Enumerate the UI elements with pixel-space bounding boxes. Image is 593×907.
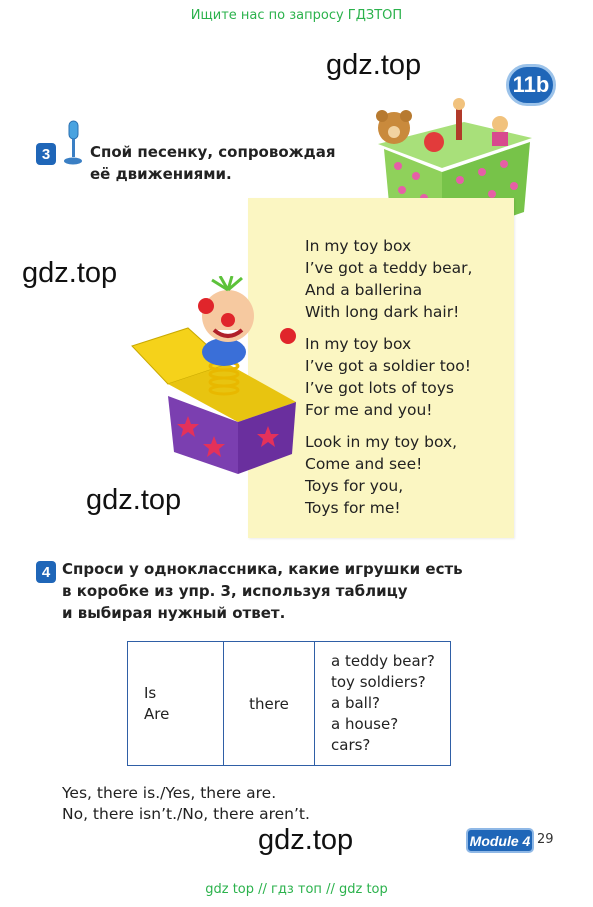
task-3-line: Спой песенку, сопровождая xyxy=(90,143,336,161)
bottom-link[interactable]: гдз топ xyxy=(271,882,322,897)
song-stanza-1 xyxy=(305,235,472,323)
watermark: gdz.top xyxy=(258,824,354,856)
answer-patterns xyxy=(62,783,310,825)
song-line: With long dark hair! xyxy=(305,303,460,321)
table-object: a ball? xyxy=(331,694,380,712)
bottom-links xyxy=(0,882,593,897)
watermark: gdz.top xyxy=(326,49,422,81)
task-4-line: и выбирая нужный ответ. xyxy=(62,604,286,622)
jack-in-the-box-illustration xyxy=(128,276,298,476)
bottom-separator: // xyxy=(326,882,335,897)
module-label: Module 4 xyxy=(466,828,534,853)
song-line: In my toy box xyxy=(305,237,412,255)
song-line: I’ve got a teddy bear, xyxy=(305,259,473,277)
lesson-badge: 11b xyxy=(506,64,556,106)
song-line: I’ve got lots of toys xyxy=(305,379,455,397)
song-line: Toys for you, xyxy=(305,477,404,495)
table-object: a house? xyxy=(331,715,399,733)
song-line: For me and you! xyxy=(305,401,433,419)
song-line: I’ve got a soldier too! xyxy=(305,357,471,375)
table-cell-there: there xyxy=(224,642,315,766)
task-4-line: Спроси у одноклассника, какие игрушки есть xyxy=(62,560,463,578)
task-4-number: 4 xyxy=(36,561,56,583)
song-line: And a ballerina xyxy=(305,281,423,299)
page-number: 29 xyxy=(537,832,554,847)
table-cell-objects xyxy=(315,642,451,766)
header-search-link[interactable]: Ищите нас по запросу ГДЗТОП xyxy=(190,8,403,23)
task-3-instruction xyxy=(90,141,335,185)
answer-line: No, there isn’t./No, there aren’t. xyxy=(62,805,310,823)
song-line: In my toy box xyxy=(305,335,412,353)
table-object: a teddy bear? xyxy=(331,652,435,670)
bottom-separator: // xyxy=(258,882,267,897)
song-line: Look in my toy box, xyxy=(305,433,458,451)
answer-line: Yes, there is./Yes, there are. xyxy=(62,784,277,802)
song-stanza-3 xyxy=(305,431,457,519)
table-verb: Are xyxy=(144,704,170,723)
task-4-line: в коробке из упр. 3, используя таблицу xyxy=(62,582,408,600)
table-verb: Is xyxy=(144,683,157,702)
table-cell-verbs xyxy=(128,642,224,766)
song-stanza-2 xyxy=(305,333,471,421)
bottom-link[interactable]: gdz top xyxy=(338,882,388,897)
bottom-link[interactable]: gdz top xyxy=(205,882,254,897)
table-object: cars? xyxy=(331,736,371,754)
song-line: Come and see! xyxy=(305,455,423,473)
table-object: toy soldiers? xyxy=(331,673,426,691)
watermark: gdz.top xyxy=(22,257,118,289)
song-line: Toys for me! xyxy=(305,499,401,517)
task-3-line: её движениями. xyxy=(90,165,232,183)
microphone-icon xyxy=(62,119,84,167)
substitution-table xyxy=(127,641,451,766)
task-3-number: 3 xyxy=(36,143,56,165)
task-4-instruction xyxy=(62,558,463,624)
watermark: gdz.top xyxy=(86,484,182,516)
